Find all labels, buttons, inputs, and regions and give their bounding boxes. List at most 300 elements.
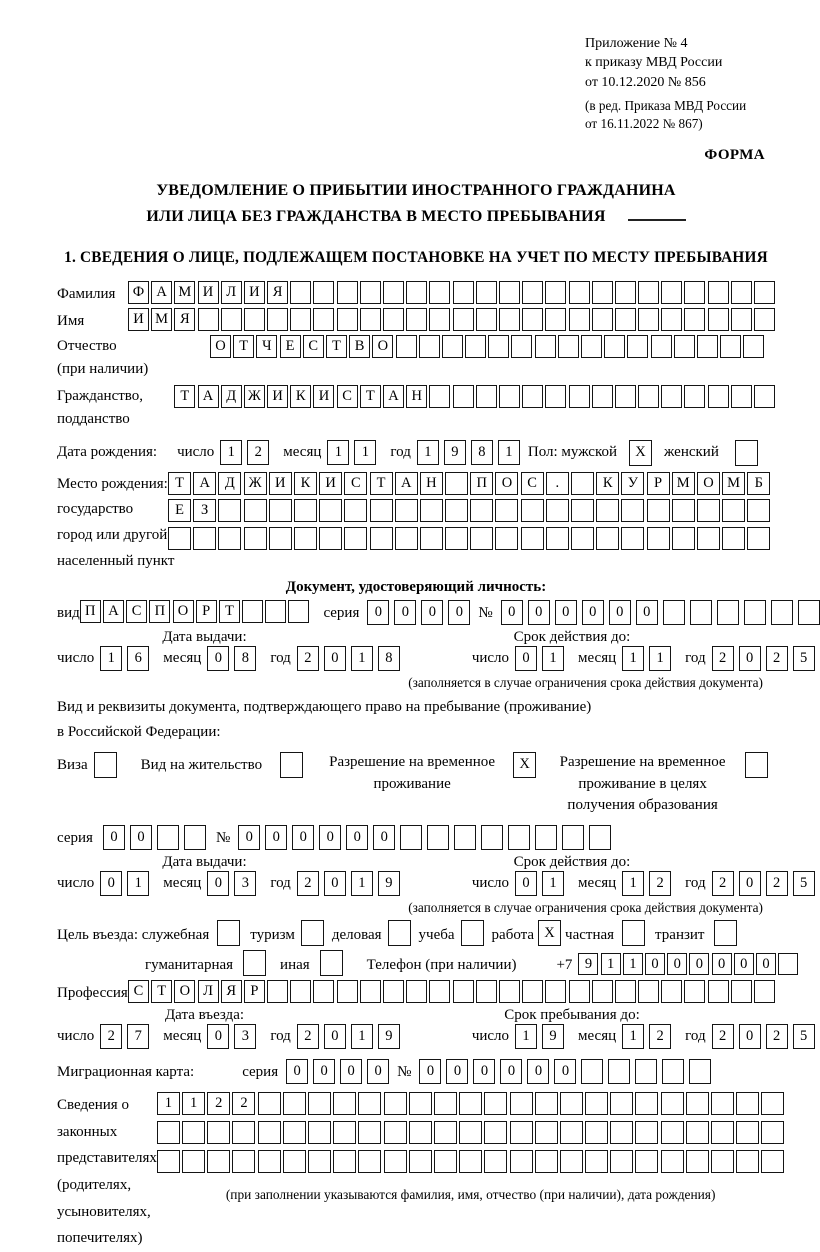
char-box[interactable] [720,335,741,358]
char-box[interactable]: 0 [286,1059,308,1084]
representatives-row2-boxes[interactable] [157,1121,785,1144]
char-box[interactable] [420,527,443,550]
char-box[interactable]: 0 [419,1059,441,1084]
mig-number-boxes[interactable] [419,1059,711,1084]
char-box[interactable] [686,1150,709,1173]
char-box[interactable] [406,980,427,1003]
char-box[interactable] [221,308,242,331]
temp-residence-edu-checkbox[interactable] [745,752,768,778]
char-box[interactable] [476,980,497,1003]
char-box[interactable] [409,1150,432,1173]
char-box[interactable] [535,1150,558,1173]
char-box[interactable] [610,1121,633,1144]
char-box[interactable]: Т [168,472,191,495]
char-box[interactable] [244,499,267,522]
char-box[interactable] [736,1150,759,1173]
char-box[interactable]: И [269,472,292,495]
char-box[interactable]: Е [280,335,301,358]
patronymic-boxes[interactable] [210,335,764,358]
char-box[interactable]: О [697,472,720,495]
char-box[interactable] [453,281,474,304]
char-box[interactable]: 0 [346,825,368,850]
char-box[interactable]: 1 [542,871,564,896]
char-box[interactable]: 0 [238,825,260,850]
char-box[interactable] [429,980,450,1003]
id-issue-month-boxes[interactable] [207,646,256,671]
other-checkbox[interactable] [320,950,343,976]
char-box[interactable] [453,308,474,331]
char-box[interactable]: Е [168,499,191,522]
study-checkbox[interactable] [461,920,484,946]
char-box[interactable] [592,281,613,304]
char-box[interactable] [269,499,292,522]
char-box[interactable] [319,499,342,522]
char-box[interactable] [288,600,309,623]
char-box[interactable] [615,281,636,304]
id-number-boxes[interactable] [501,600,820,625]
char-box[interactable] [672,527,695,550]
citizenship-boxes[interactable] [174,385,775,408]
char-box[interactable]: 0 [207,871,229,896]
char-box[interactable]: О [174,980,195,1003]
char-box[interactable]: 0 [207,1024,229,1049]
char-box[interactable] [647,499,670,522]
char-box[interactable]: 2 [649,871,671,896]
char-box[interactable]: И [319,472,342,495]
char-box[interactable]: К [294,472,317,495]
char-box[interactable]: С [521,472,544,495]
transit-checkbox[interactable] [714,920,737,946]
char-box[interactable]: 0 [500,1059,522,1084]
char-box[interactable] [301,920,324,946]
char-box[interactable]: М [151,308,172,331]
char-box[interactable] [510,1092,533,1115]
char-box[interactable] [731,281,752,304]
char-box[interactable] [589,825,611,850]
char-box[interactable] [778,953,798,975]
char-box[interactable]: 0 [319,825,341,850]
char-box[interactable] [157,1121,180,1144]
residence-permit-checkbox[interactable] [280,752,303,778]
char-box[interactable]: 0 [554,1059,576,1084]
char-box[interactable]: О [173,600,194,623]
char-box[interactable]: . [546,472,569,495]
char-box[interactable]: 2 [232,1092,255,1115]
char-box[interactable]: 0 [103,825,125,850]
char-box[interactable] [684,308,705,331]
char-box[interactable] [663,600,685,625]
char-box[interactable] [420,499,443,522]
char-box[interactable]: К [596,472,619,495]
char-box[interactable] [686,1121,709,1144]
char-box[interactable] [434,1092,457,1115]
char-box[interactable] [608,1059,630,1084]
char-box[interactable] [571,472,594,495]
char-box[interactable] [545,281,566,304]
right-number-boxes[interactable] [238,825,611,850]
humanitarian-checkbox[interactable] [243,950,266,976]
char-box[interactable] [499,980,520,1003]
char-box[interactable] [258,1092,281,1115]
char-box[interactable] [481,825,503,850]
char-box[interactable]: 0 [207,646,229,671]
char-box[interactable] [510,1121,533,1144]
char-box[interactable]: П [470,472,493,495]
char-box[interactable] [545,385,566,408]
char-box[interactable] [319,527,342,550]
entry-month-boxes[interactable] [207,1024,256,1049]
char-box[interactable] [461,920,484,946]
char-box[interactable] [320,950,343,976]
char-box[interactable]: 2 [712,1024,734,1049]
char-box[interactable]: 3 [234,871,256,896]
char-box[interactable]: У [621,472,644,495]
id-series-boxes[interactable] [367,600,470,625]
char-box[interactable] [535,335,556,358]
entry-year-boxes[interactable] [297,1024,400,1049]
char-box[interactable] [581,1059,603,1084]
char-box[interactable] [697,527,720,550]
char-box[interactable]: 0 [555,600,577,625]
char-box[interactable] [488,335,509,358]
char-box[interactable]: 1 [417,440,439,465]
char-box[interactable] [484,1150,507,1173]
char-box[interactable] [731,308,752,331]
char-box[interactable] [244,527,267,550]
char-box[interactable] [453,980,474,1003]
tourism-checkbox[interactable] [301,920,324,946]
char-box[interactable]: Я [174,308,195,331]
char-box[interactable] [445,499,468,522]
char-box[interactable] [684,281,705,304]
char-box[interactable] [569,385,590,408]
char-box[interactable] [545,308,566,331]
char-box[interactable] [406,308,427,331]
char-box[interactable] [465,335,486,358]
char-box[interactable]: А [383,385,404,408]
char-box[interactable] [571,499,594,522]
char-box[interactable]: 0 [324,646,346,671]
char-box[interactable]: 1 [354,440,376,465]
char-box[interactable] [638,281,659,304]
char-box[interactable] [661,1121,684,1144]
char-box[interactable] [442,335,463,358]
char-box[interactable]: 0 [421,600,443,625]
char-box[interactable] [218,527,241,550]
char-box[interactable]: 0 [528,600,550,625]
char-box[interactable] [661,1150,684,1173]
char-box[interactable]: 1 [182,1092,205,1115]
char-box[interactable] [445,527,468,550]
representatives-row3-boxes[interactable] [157,1150,785,1173]
char-box[interactable]: Р [244,980,265,1003]
char-box[interactable] [731,385,752,408]
char-box[interactable] [651,335,672,358]
char-box[interactable]: 1 [157,1092,180,1115]
char-box[interactable] [661,1092,684,1115]
char-box[interactable] [569,980,590,1003]
id-valid-month-boxes[interactable] [622,646,671,671]
right-issue-month-boxes[interactable] [207,871,256,896]
char-box[interactable]: 0 [367,1059,389,1084]
char-box[interactable] [674,335,695,358]
char-box[interactable] [384,1092,407,1115]
char-box[interactable] [184,825,206,850]
char-box[interactable] [562,825,584,850]
char-box[interactable]: 8 [471,440,493,465]
char-box[interactable]: 0 [501,600,523,625]
char-box[interactable] [313,980,334,1003]
char-box[interactable]: 0 [324,1024,346,1049]
char-box[interactable] [182,1150,205,1173]
char-box[interactable] [521,527,544,550]
char-box[interactable]: 2 [766,1024,788,1049]
char-box[interactable] [445,472,468,495]
char-box[interactable]: 0 [609,600,631,625]
char-box[interactable] [711,1150,734,1173]
char-box[interactable] [560,1092,583,1115]
char-box[interactable]: 0 [373,825,395,850]
char-box[interactable]: С [344,472,367,495]
char-box[interactable]: И [198,281,219,304]
char-box[interactable] [313,281,334,304]
char-box[interactable]: X [538,920,561,946]
char-box[interactable]: Я [221,980,242,1003]
char-box[interactable] [157,1150,180,1173]
char-box[interactable] [635,1092,658,1115]
char-box[interactable]: П [80,600,101,623]
char-box[interactable] [182,1121,205,1144]
char-box[interactable] [384,1121,407,1144]
char-box[interactable] [521,499,544,522]
char-box[interactable] [358,1092,381,1115]
char-box[interactable]: 2 [100,1024,122,1049]
char-box[interactable]: М [722,472,745,495]
char-box[interactable] [571,527,594,550]
char-box[interactable]: Р [196,600,217,623]
char-box[interactable] [546,527,569,550]
id-type-boxes[interactable] [80,600,310,623]
char-box[interactable]: 0 [667,953,687,975]
char-box[interactable] [615,980,636,1003]
char-box[interactable] [647,527,670,550]
char-box[interactable]: Ж [244,385,265,408]
char-box[interactable] [294,499,317,522]
char-box[interactable]: 9 [578,953,598,975]
char-box[interactable] [545,980,566,1003]
char-box[interactable] [672,499,695,522]
profession-boxes[interactable] [128,980,775,1003]
char-box[interactable]: Ч [256,335,277,358]
entry-day-boxes[interactable] [100,1024,149,1049]
char-box[interactable] [708,980,729,1003]
char-box[interactable]: Т [233,335,254,358]
business-checkbox[interactable] [388,920,411,946]
char-box[interactable] [395,499,418,522]
char-box[interactable] [459,1121,482,1144]
char-box[interactable] [569,281,590,304]
char-box[interactable]: 1 [351,871,373,896]
char-box[interactable]: 2 [207,1092,230,1115]
char-box[interactable]: Л [198,980,219,1003]
char-box[interactable] [243,950,266,976]
char-box[interactable] [771,600,793,625]
char-box[interactable]: 1 [127,871,149,896]
char-box[interactable] [761,1092,784,1115]
char-box[interactable] [333,1092,356,1115]
char-box[interactable] [510,1150,533,1173]
char-box[interactable]: 0 [582,600,604,625]
private-checkbox[interactable] [622,920,645,946]
char-box[interactable] [499,281,520,304]
char-box[interactable] [244,308,265,331]
char-box[interactable] [585,1092,608,1115]
char-box[interactable]: 1 [515,1024,537,1049]
char-box[interactable] [744,600,766,625]
char-box[interactable] [535,825,557,850]
char-box[interactable] [581,335,602,358]
char-box[interactable]: 9 [444,440,466,465]
char-box[interactable]: Н [420,472,443,495]
birthplace-row2-boxes[interactable] [168,499,770,522]
char-box[interactable]: Л [221,281,242,304]
char-box[interactable]: Д [221,385,242,408]
char-box[interactable] [535,1092,558,1115]
char-box[interactable] [798,600,820,625]
char-box[interactable] [743,335,764,358]
char-box[interactable]: 0 [636,600,658,625]
surname-boxes[interactable] [128,281,775,304]
char-box[interactable]: 1 [327,440,349,465]
char-box[interactable] [610,1150,633,1173]
char-box[interactable] [476,385,497,408]
char-box[interactable]: 0 [367,600,389,625]
char-box[interactable]: 1 [623,953,643,975]
char-box[interactable]: 0 [756,953,776,975]
char-box[interactable] [429,385,450,408]
char-box[interactable]: 1 [351,646,373,671]
name-boxes[interactable] [128,308,775,331]
char-box[interactable] [635,1059,657,1084]
char-box[interactable] [218,499,241,522]
char-box[interactable]: 1 [622,1024,644,1049]
char-box[interactable]: 1 [542,646,564,671]
char-box[interactable]: С [337,385,358,408]
stay-month-boxes[interactable] [622,1024,671,1049]
char-box[interactable]: А [151,281,172,304]
char-box[interactable] [627,335,648,358]
id-issue-year-boxes[interactable] [297,646,400,671]
char-box[interactable] [585,1150,608,1173]
char-box[interactable]: 7 [127,1024,149,1049]
char-box[interactable]: 5 [793,646,815,671]
char-box[interactable] [661,385,682,408]
char-box[interactable] [522,385,543,408]
char-box[interactable] [470,499,493,522]
id-valid-day-boxes[interactable] [515,646,564,671]
char-box[interactable] [429,308,450,331]
char-box[interactable]: 1 [622,646,644,671]
char-box[interactable] [383,281,404,304]
char-box[interactable]: О [495,472,518,495]
char-box[interactable] [684,385,705,408]
char-box[interactable] [661,308,682,331]
char-box[interactable] [635,1150,658,1173]
char-box[interactable] [484,1092,507,1115]
char-box[interactable]: 0 [739,646,761,671]
char-box[interactable] [622,920,645,946]
char-box[interactable] [283,1150,306,1173]
char-box[interactable]: 0 [712,953,732,975]
char-box[interactable] [358,1150,381,1173]
char-box[interactable]: А [395,472,418,495]
char-box[interactable] [383,308,404,331]
char-box[interactable] [592,980,613,1003]
char-box[interactable]: 2 [247,440,269,465]
char-box[interactable]: И [267,385,288,408]
char-box[interactable] [745,752,768,778]
char-box[interactable] [708,281,729,304]
right-valid-year-boxes[interactable] [712,871,815,896]
representatives-row1-boxes[interactable] [157,1092,785,1115]
char-box[interactable] [761,1121,784,1144]
char-box[interactable] [290,308,311,331]
char-box[interactable] [434,1150,457,1173]
char-box[interactable]: 0 [130,825,152,850]
char-box[interactable] [283,1092,306,1115]
char-box[interactable] [661,980,682,1003]
char-box[interactable] [708,385,729,408]
char-box[interactable] [662,1059,684,1084]
char-box[interactable]: А [193,472,216,495]
char-box[interactable]: 0 [446,1059,468,1084]
char-box[interactable] [395,527,418,550]
char-box[interactable]: С [126,600,147,623]
char-box[interactable]: 0 [473,1059,495,1084]
char-box[interactable]: 0 [292,825,314,850]
char-box[interactable]: Д [218,472,241,495]
char-box[interactable] [360,308,381,331]
char-box[interactable] [511,335,532,358]
char-box[interactable] [635,1121,658,1144]
char-box[interactable]: X [513,752,536,778]
char-box[interactable] [207,1121,230,1144]
char-box[interactable] [754,308,775,331]
char-box[interactable] [615,385,636,408]
char-box[interactable]: 1 [649,646,671,671]
char-box[interactable] [193,527,216,550]
char-box[interactable]: 0 [739,1024,761,1049]
char-box[interactable] [360,281,381,304]
char-box[interactable] [690,600,712,625]
sex-female-checkbox[interactable] [735,440,758,466]
char-box[interactable] [94,752,117,778]
char-box[interactable]: 1 [622,871,644,896]
char-box[interactable] [754,980,775,1003]
right-issue-day-boxes[interactable] [100,871,149,896]
char-box[interactable] [290,980,311,1003]
char-box[interactable] [558,335,579,358]
char-box[interactable] [484,1121,507,1144]
char-box[interactable] [508,825,530,850]
char-box[interactable] [697,335,718,358]
char-box[interactable] [610,1092,633,1115]
char-box[interactable]: В [349,335,370,358]
char-box[interactable] [731,980,752,1003]
char-box[interactable] [596,499,619,522]
char-box[interactable] [217,920,240,946]
char-box[interactable]: 0 [394,600,416,625]
